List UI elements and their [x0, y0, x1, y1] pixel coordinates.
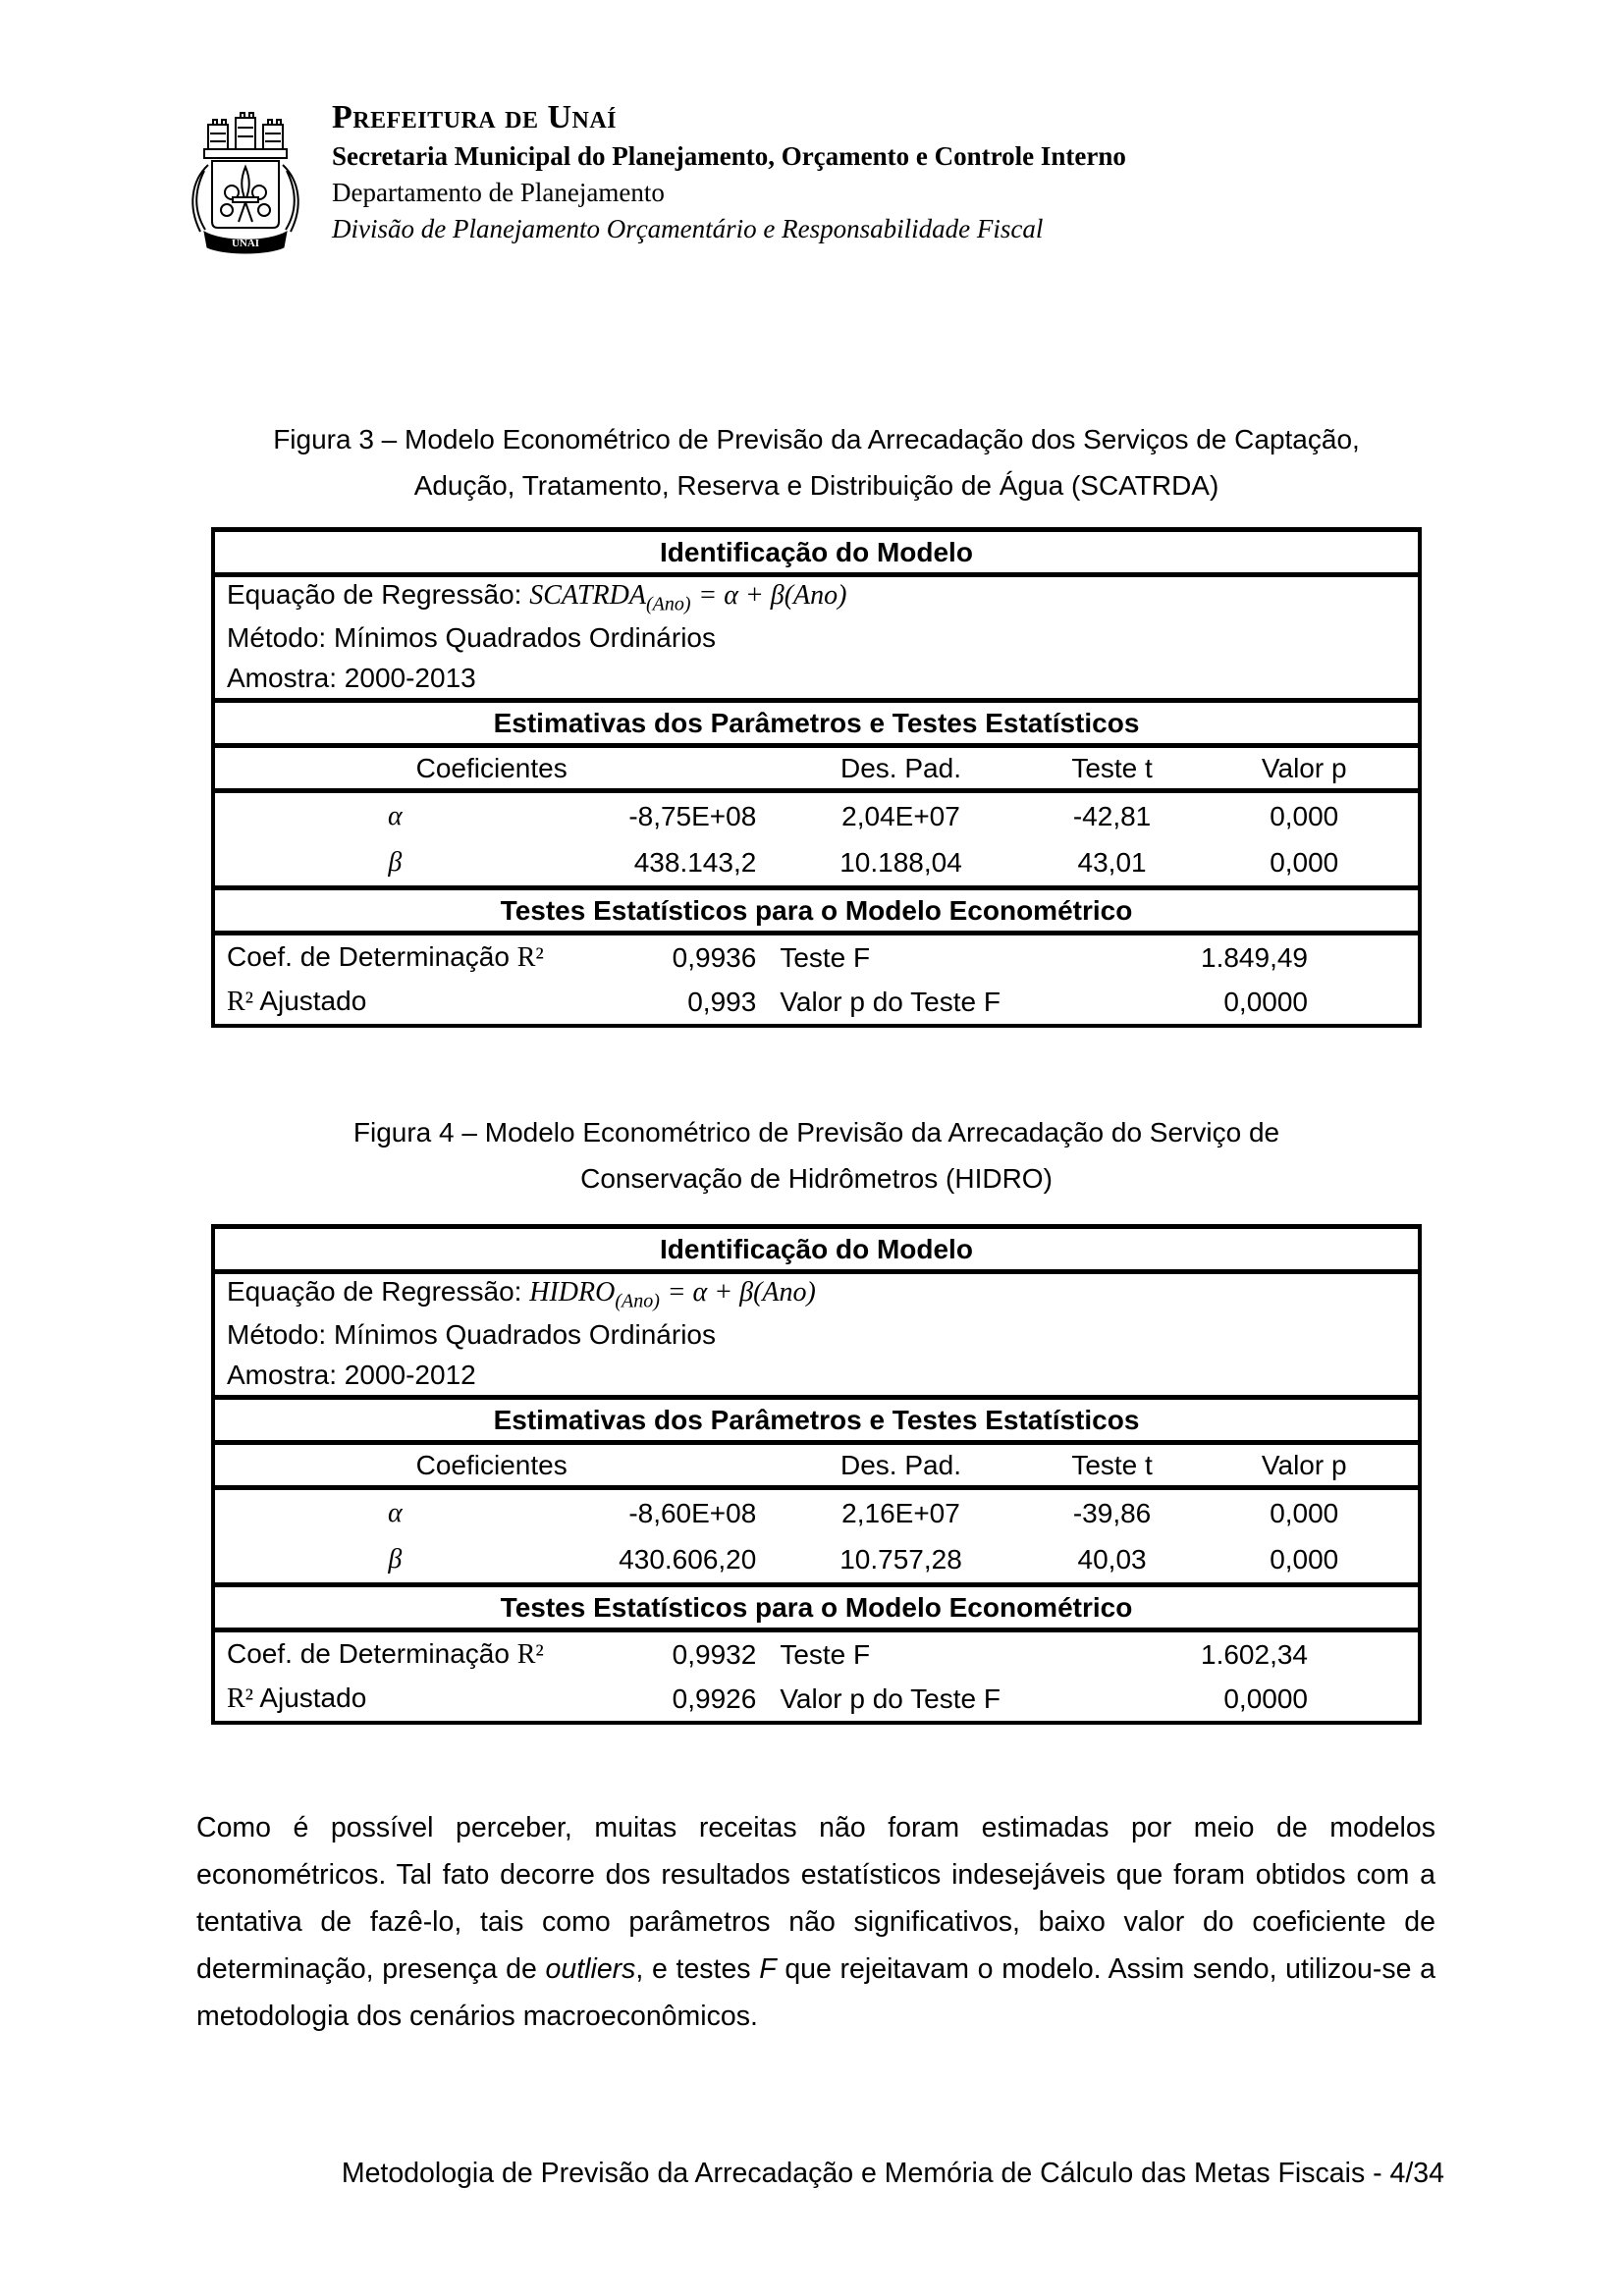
paragraph-italic-F: F	[759, 1953, 777, 1985]
equation-row	[213, 575, 1420, 618]
table-row	[213, 1488, 1420, 1537]
cell-coef: -8,60E+08	[628, 1497, 757, 1528]
crown-tower-center	[236, 118, 255, 149]
col-header-testet: Teste t	[1034, 1443, 1191, 1488]
figure4-caption	[211, 1109, 1422, 1201]
stat-label: R² Ajustado	[227, 986, 367, 1017]
equation-subscript: (Ano)	[645, 593, 691, 615]
method-row: Método: Mínimos Quadrados Ordinários	[227, 1318, 716, 1350]
cell-despad: 10.188,04	[839, 846, 962, 878]
letterhead	[332, 98, 1126, 247]
stat-label: Teste F	[780, 941, 871, 973]
cell-despad: 2,04E+07	[841, 800, 960, 831]
col-header-testet: Teste t	[1034, 746, 1191, 791]
col-header-coeficientes: Coeficientes	[213, 1443, 768, 1488]
cell-despad: 2,16E+07	[841, 1497, 960, 1528]
ribbon-text: UNAÍ	[231, 238, 260, 249]
sample-row: Amostra: 2000-2013	[227, 662, 476, 693]
equation-rhs: = α + β(Ano)	[698, 579, 847, 611]
section-title-identificacao: Identificação do Modelo	[213, 530, 1420, 575]
section-title-estimativas: Estimativas dos Parâmetros e Testes Estatísticos	[213, 701, 1420, 746]
table-row	[213, 1536, 1420, 1585]
sample-row: Amostra: 2000-2012	[227, 1359, 476, 1390]
cell-symbol: α	[387, 801, 403, 831]
crown-tower-left	[208, 125, 228, 149]
stat-value: 1.849,49	[1201, 941, 1308, 973]
equation-row	[213, 1272, 1420, 1315]
cell-symbol: α	[387, 1498, 403, 1528]
stat-value: 0,993	[687, 986, 757, 1017]
stats-row	[213, 980, 1420, 1026]
equation-subscript: (Ano)	[615, 1290, 660, 1312]
col-header-despad: Des. Pad.	[768, 746, 1033, 791]
body-paragraph	[196, 1804, 1435, 2040]
method-row: Método: Mínimos Quadrados Ordinários	[227, 621, 716, 653]
cell-valorp: 0,000	[1270, 800, 1339, 831]
cell-testet: -39,86	[1072, 1497, 1152, 1528]
crown-base	[204, 149, 287, 158]
figure3-caption-line2: Adução, Tratamento, Reserva e Distribuição de Água (SCATRDA)	[413, 470, 1219, 501]
cell-valorp: 0,000	[1270, 1497, 1339, 1528]
stat-value: 0,0000	[1223, 1682, 1308, 1714]
equation-variable: SCATRDA	[529, 579, 646, 611]
paragraph-part2: , e testes	[635, 1953, 760, 1985]
crown-tower-right	[263, 125, 283, 149]
cell-coef: 438.143,2	[633, 846, 757, 878]
paragraph-part1: Como é possível perceber, muitas receitas não foram estimadas por meio de modelos econométricos. Tal fato decorre dos resultados estatísticos indesejáveis que foram obtidos com a tentativa de fazê-lo, tais como parâmetros não significativos, baixo valor do coeficiente de determinação, presença de	[196, 1812, 1435, 1985]
section-title-testes: Testes Estatísticos para o Modelo Econométrico	[213, 888, 1420, 934]
stat-value: 0,9936	[672, 941, 757, 973]
cell-coef: 430.606,20	[619, 1543, 757, 1575]
stat-value: 0,9932	[672, 1638, 757, 1670]
org-departamento: Departamento de Planejamento	[332, 178, 665, 207]
laurel-right	[283, 165, 298, 232]
figure3-table	[211, 527, 1422, 1028]
laurel-left	[192, 165, 208, 232]
cell-valorp: 0,000	[1270, 1543, 1339, 1575]
stat-label: R² Ajustado	[227, 1682, 367, 1714]
figure4-table	[211, 1224, 1422, 1725]
page-footer: Metodologia de Previsão da Arrecadação e Memória de Cálculo das Metas Fiscais - 4/34	[341, 2158, 1444, 2189]
stat-label: Coef. de Determinação R²	[227, 941, 544, 973]
figure3-caption-line1: Figura 3 – Modelo Econométrico de Previsão da Arrecadação dos Serviços de Captação,	[273, 424, 1360, 454]
equation-variable: HIDRO	[529, 1276, 616, 1308]
stats-row	[213, 934, 1420, 981]
cell-symbol: β	[388, 1544, 403, 1575]
stat-label: Coef. de Determinação R²	[227, 1638, 544, 1670]
cell-testet: 40,03	[1077, 1543, 1147, 1575]
fleur-de-lis	[242, 167, 249, 200]
table-row	[213, 839, 1420, 888]
stats-row	[213, 1677, 1420, 1723]
section-title-identificacao: Identificação do Modelo	[213, 1227, 1420, 1272]
cell-symbol: β	[388, 847, 403, 878]
cell-testet: -42,81	[1072, 800, 1152, 831]
figure4-caption-line1: Figura 4 – Modelo Econométrico de Previsão da Arrecadação do Serviço de	[352, 1117, 1280, 1148]
figure3-caption	[211, 416, 1422, 508]
stat-label: Teste F	[780, 1638, 871, 1670]
col-header-coeficientes: Coeficientes	[213, 746, 768, 791]
org-name: Prefeitura de Unaí	[332, 99, 618, 135]
col-header-despad: Des. Pad.	[768, 1443, 1033, 1488]
stat-label: Valor p do Teste F	[780, 986, 1001, 1017]
paragraph-italic-outliers: outliers	[545, 1953, 636, 1985]
org-divisao: Divisão de Planejamento Orçamentário e Responsabilidade Fiscal	[332, 214, 1044, 243]
cell-testet: 43,01	[1077, 846, 1147, 878]
table-row	[213, 791, 1420, 840]
paragraph-part3: que rejeitavam o modelo. Assim sendo, utilizou-se a metodologia dos cenários macroeconômicos.	[196, 1953, 1435, 2032]
col-header-valorp: Valor p	[1190, 1443, 1420, 1488]
cell-valorp: 0,000	[1270, 846, 1339, 878]
equation-label: Equação de Regressão:	[227, 1275, 522, 1307]
stat-value: 0,9926	[672, 1682, 757, 1714]
coat-of-arms	[179, 112, 312, 254]
equation-rhs: = α + β(Ano)	[667, 1276, 816, 1308]
section-title-estimativas: Estimativas dos Parâmetros e Testes Estatísticos	[213, 1398, 1420, 1443]
stats-row	[213, 1630, 1420, 1678]
stat-value: 0,0000	[1223, 986, 1308, 1017]
cell-coef: -8,75E+08	[628, 800, 757, 831]
equation-label: Equação de Regressão:	[227, 578, 522, 610]
col-header-valorp: Valor p	[1190, 746, 1420, 791]
section-title-testes: Testes Estatísticos para o Modelo Econométrico	[213, 1585, 1420, 1630]
cell-despad: 10.757,28	[839, 1543, 962, 1575]
stat-label: Valor p do Teste F	[780, 1682, 1001, 1714]
figure4-caption-line2: Conservação de Hidrômetros (HIDRO)	[580, 1163, 1053, 1194]
org-secretaria: Secretaria Municipal do Planejamento, Orçamento e Controle Interno	[332, 141, 1126, 171]
stat-value: 1.602,34	[1201, 1638, 1308, 1670]
